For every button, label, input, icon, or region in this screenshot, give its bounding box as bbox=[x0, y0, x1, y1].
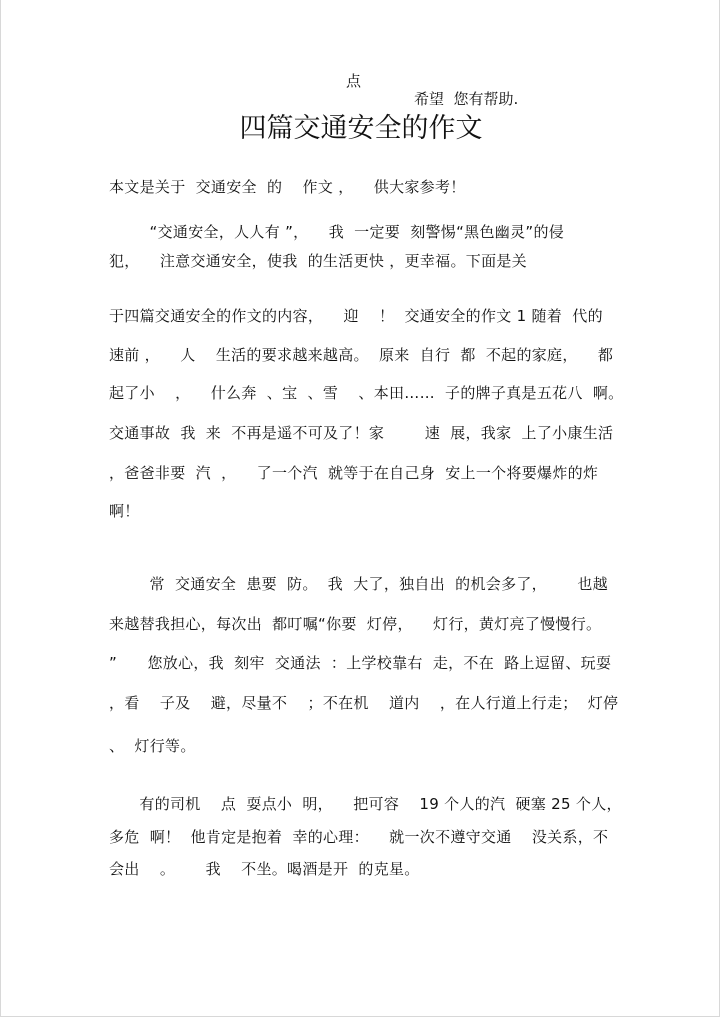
paragraph-line: 速前 ， 人 生活的要求越来越高。 原来 自行 都 不起的家庭， 都 bbox=[109, 346, 614, 364]
paragraph-line: 多危 啊！ 他肯定是抱着 幸的心理： 就一次不遵守交通 没关系，不 bbox=[109, 828, 609, 846]
paragraph-line: 会出 。 我 不坐。喝酒是开 的克星。 bbox=[109, 860, 420, 878]
paragraph-line: 起了小 ， 什么奔 、宝 、雪 、本田…… 子的牌子真是五花八 啊。 bbox=[109, 384, 624, 402]
document-title: 四篇交通安全的作文 bbox=[239, 113, 483, 144]
header-text-right: 希望 您有帮助. bbox=[414, 90, 519, 108]
paragraph-line: 常 交通安全 患要 防。 我 大了，独自出 的机会多了， 也越 bbox=[109, 575, 608, 593]
header-text-left: 点 bbox=[346, 72, 362, 90]
paragraph-line: 啊！ bbox=[109, 502, 140, 520]
paragraph-line: “交通安全，人人有 ”， 我 一定要 刻警惕“黑色幽灵”的侵 bbox=[109, 223, 565, 241]
paragraph-line: 、 灯行等。 bbox=[109, 737, 196, 755]
paragraph-line: 犯， 注意交通安全，使我 的生活更快 ，更幸福。下面是关 bbox=[109, 252, 527, 270]
paragraph-line: ，爸爸非要 汽 ， 了一个汽 就等于在自己身 安上一个将要爆炸的炸 bbox=[109, 464, 599, 482]
paragraph-line: ” 您放心，我 刻牢 交通法 ：上学校靠右 走，不在 路上逗留、玩耍 bbox=[109, 654, 612, 672]
paragraph-line: 于四篇交通安全的作文的内容， 迎 ！ 交通安全的作文 1 随着 代的 bbox=[109, 307, 603, 325]
paragraph-line: ，看 子及 避，尽量不 ；不在机 道内 ，在人行道上行走； 灯停 bbox=[109, 694, 619, 712]
paragraph-line: 来越替我担心，每次出 都叮嘱“你要 灯停， 灯行，黄灯亮了慢慢行。 bbox=[109, 615, 602, 633]
paragraph-line: 交通事故 我 来 不再是遥不可及了！家 速 展，我家 上了小康生活 bbox=[109, 424, 614, 442]
paragraph-line: 本文是关于 交通安全 的 作文 ， 供大家参考！ bbox=[109, 178, 466, 196]
paragraph-line: 有的司机 点 耍点小 明， 把可容 19 个人的汽 硬塞 25 个人， bbox=[109, 795, 622, 813]
